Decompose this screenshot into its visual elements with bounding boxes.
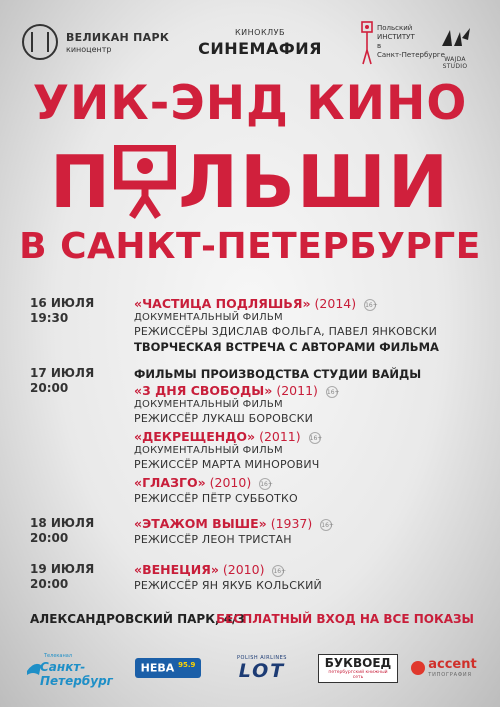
spb-tv-logo [22, 650, 122, 686]
poland-figure-emblem-icon [114, 145, 176, 219]
header-logos [22, 20, 478, 76]
film-director: РЕЖИССЁРЫ ЗДИСЛАВ ФОЛЬГА, ПАВЕЛ ЯНКОВСКИ [134, 325, 438, 338]
event-date [30, 562, 94, 592]
age-rating-badge: 16+ [326, 386, 338, 398]
event-date-time: 20:00 [30, 381, 69, 395]
film-name: «ЭТАЖОМ ВЫШЕ» [134, 516, 267, 531]
age-rating-badge: 16+ [259, 478, 271, 490]
bukvoed-sub: петербургский книжный сеть [328, 669, 388, 680]
cinemafia-pre: КИНОКЛУБ [234, 28, 286, 37]
spb-name: Санкт-Петербург [40, 660, 113, 688]
film-name: «ВЕНЕЦИЯ» [134, 562, 219, 577]
accent-sub: ТИПОГРАФИЯ [428, 672, 472, 678]
film-name: «ГЛАЗГО» [134, 475, 206, 490]
institute-line-1: Польский [377, 24, 413, 32]
event-date-time: 19:30 [30, 311, 69, 325]
film-name: «ДЕКРЕЩЕНДО» [134, 429, 256, 444]
bukvoed-logo [318, 650, 398, 686]
accent-logo [406, 650, 482, 686]
spb-pre: Телеканал [44, 653, 73, 659]
institute-line-4: Санкт-Петербурге [377, 51, 445, 59]
age-rating-badge: 16+ [364, 299, 376, 311]
velikan-park-logo [22, 24, 169, 60]
age-rating-badge: 16+ [272, 565, 284, 577]
film-name: «3 ДНЯ СВОБОДЫ» [134, 383, 273, 398]
film-year: (1937) [270, 516, 313, 531]
institute-line-3: в [377, 42, 382, 50]
sponsor-logos [22, 650, 480, 686]
event-note: ТВОРЧЕСКАЯ ВСТРЕЧА С АВТОРАМИ ФИЛЬМА [134, 340, 439, 354]
neva-freq: 95.9 [178, 661, 196, 670]
lot-airlines-logo [217, 650, 307, 686]
title-line-2 [0, 140, 500, 224]
event-date-day: 18 ИЮЛЯ [30, 516, 95, 530]
lot-pre: POLISH AIRLINES [237, 655, 287, 661]
event-17-july [30, 366, 476, 516]
wajda-studio-logo [432, 24, 478, 70]
wajda-name: WAJDA STUDIO [442, 56, 468, 70]
film-year: (2010) [222, 562, 265, 577]
event-16-july [30, 296, 476, 366]
event-date [30, 516, 94, 546]
film-director: РЕЖИССЁР ПЁТР СУББОТКО [134, 492, 298, 505]
title-line-2-end: ЛЬШИ [178, 140, 451, 224]
film-title-row [134, 429, 476, 445]
event-date [30, 296, 94, 326]
event-18-july [30, 516, 476, 562]
accent-name: accent [428, 657, 477, 672]
film-kind: ДОКУМЕНТАЛЬНЫЙ ФИЛЬМ [134, 445, 283, 456]
film-year: (2014) [314, 296, 357, 311]
bukvoed-name: БУКВОЕД [324, 655, 392, 670]
title-line-2-start: П [49, 140, 113, 224]
cinemafia-logo [190, 28, 330, 58]
title-line-3: В САНКТ-ПЕТЕРБУРГЕ [19, 226, 481, 267]
event-date-day: 17 ИЮЛЯ [30, 366, 95, 380]
polish-institute-figure-icon [360, 20, 374, 66]
neva-name: НЕВА [140, 661, 175, 675]
film-name: «ЧАСТИЦА ПОДЛЯШЬЯ» [134, 296, 311, 311]
title-line-1: УИК-ЭНД КИНО [32, 76, 468, 131]
film-director: РЕЖИССЁР ЛЕОН ТРИСТАН [134, 533, 292, 546]
event-date-day: 16 ИЮЛЯ [30, 296, 95, 310]
film-kind: ДОКУМЕНТАЛЬНЫЙ ФИЛЬМ [134, 399, 283, 410]
film-title-row [134, 296, 476, 312]
film-year: (2011) [259, 429, 301, 444]
film-director: РЕЖИССЁР МАРТА МИНОРОВИЧ [134, 458, 320, 471]
institute-line-2: ИНСТИТУТ [377, 33, 415, 41]
film-title-row [134, 516, 476, 532]
film-kind: ДОКУМЕНТАЛЬНЫЙ ФИЛЬМ [134, 312, 283, 323]
velikan-emblem-icon [22, 24, 58, 60]
cinemafia-name: СИНЕМАФИЯ [198, 39, 322, 58]
event-heading: ФИЛЬМЫ ПРОИЗВОДСТВА СТУДИИ ВАЙДЫ [134, 367, 422, 381]
film-director: РЕЖИССЁР ЯН ЯКУБ КОЛЬСКИЙ [134, 579, 322, 592]
wajda-emblem-icon [438, 24, 472, 50]
film-title-row [134, 562, 476, 578]
event-date [30, 366, 94, 396]
event-date-time: 20:00 [30, 531, 69, 545]
film-title-row [134, 475, 476, 491]
film-director: РЕЖИССЁР ЛУКАШ БОРОВСКИ [134, 412, 314, 425]
film-year: (2010) [209, 475, 252, 490]
event-date-time: 20:00 [30, 577, 69, 591]
film-title-row [134, 383, 476, 399]
lot-name: LOT [238, 660, 286, 682]
event-19-july [30, 562, 476, 602]
velikan-sub: киноцентр [66, 44, 112, 54]
schedule [30, 296, 476, 602]
accent-dot-icon [411, 661, 425, 675]
age-rating-badge: 16+ [309, 432, 321, 444]
neva-fm-logo [134, 650, 202, 686]
event-date-day: 19 ИЮЛЯ [30, 562, 95, 576]
age-rating-badge: 16+ [320, 519, 332, 531]
free-entry-notice: БЕСПЛАТНЫЙ ВХОД НА ВСЕ ПОКАЗЫ [216, 612, 474, 626]
film-year: (2011) [276, 383, 318, 398]
velikan-name: ВЕЛИКАН ПАРК [66, 30, 170, 44]
venue-address: АЛЕКСАНДРОВСКИЙ ПАРК, 4/3 [30, 612, 245, 626]
